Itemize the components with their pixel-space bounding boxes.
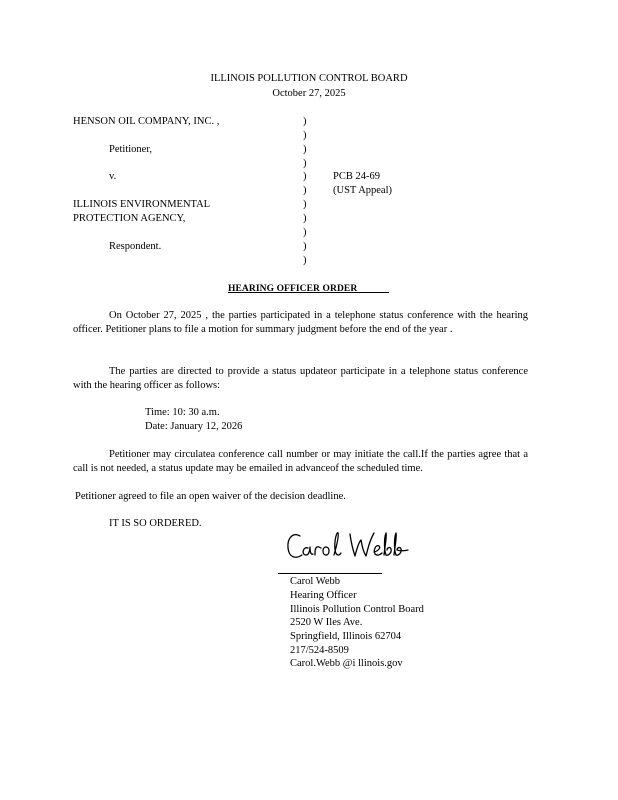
signature-line [278, 573, 382, 574]
order-title-underline [228, 292, 389, 293]
schedule-date: Date: January 12, 2026 [145, 421, 243, 432]
caption-paren: ) [303, 241, 307, 252]
paragraph-waiver: Petitioner agreed to file an open waiver of the decision deadline. [75, 491, 346, 502]
versus-label: v. [109, 171, 117, 182]
caption-paren: ) [303, 158, 307, 169]
case-number: PCB 24-69 [333, 171, 380, 182]
paragraph-call-instructions: Petitioner may circulatea conference call number or may initiate the call.If the parties agree that a call is not needed, a status update may be emailed in advanceof the scheduled time. [73, 449, 528, 474]
petitioner-name: HENSON OIL COMPANY, INC. , [73, 116, 220, 127]
signer-organization: Illinois Pollution Control Board [290, 604, 424, 615]
caption-paren: ) [303, 185, 307, 196]
handwritten-signature [284, 528, 414, 566]
respondent-role: Respondent. [109, 241, 162, 252]
signer-email: Carol.Webb @i llinois.gov [290, 658, 403, 669]
caption-paren: ) [303, 144, 307, 155]
paragraph-status-conference: On October 27, 2025 , the parties participated in a telephone status conference with the hearing officer. Petitioner plans to file a motion for summary judgment before the end of the year . [73, 310, 528, 335]
order-title: HEARING OFFICER ORDER [228, 284, 358, 294]
respondent-name-line2: PROTECTION AGENCY, [73, 213, 186, 224]
caption-paren: ) [303, 255, 307, 266]
respondent-name-line1: ILLINOIS ENVIRONMENTAL [73, 199, 211, 210]
signer-phone: 217/524-8509 [290, 645, 349, 656]
case-type: (UST Appeal) [333, 185, 393, 196]
petitioner-role: Petitioner, [109, 144, 153, 155]
caption-paren: ) [303, 130, 307, 141]
schedule-time: Time: 10: 30 a.m. [145, 407, 220, 418]
caption-paren: ) [303, 227, 307, 238]
signer-name: Carol Webb [290, 576, 340, 587]
agency-title: ILLINOIS POLLUTION CONTROL BOARD [210, 73, 408, 84]
caption-paren: ) [303, 116, 307, 127]
paragraph-directive: The parties are directed to provide a status updateor participate in a telephone status conference with the hearing officer as follows: [73, 366, 528, 391]
so-ordered: IT IS SO ORDERED. [109, 518, 202, 529]
signer-address-line1: 2520 W Iles Ave. [290, 617, 363, 628]
caption-paren: ) [303, 199, 307, 210]
signer-address-line2: Springfield, Illinois 62704 [290, 631, 402, 642]
caption-paren: ) [303, 213, 307, 224]
order-date: October 27, 2025 [272, 88, 346, 99]
caption-paren: ) [303, 171, 307, 182]
signer-title: Hearing Officer [290, 590, 357, 601]
